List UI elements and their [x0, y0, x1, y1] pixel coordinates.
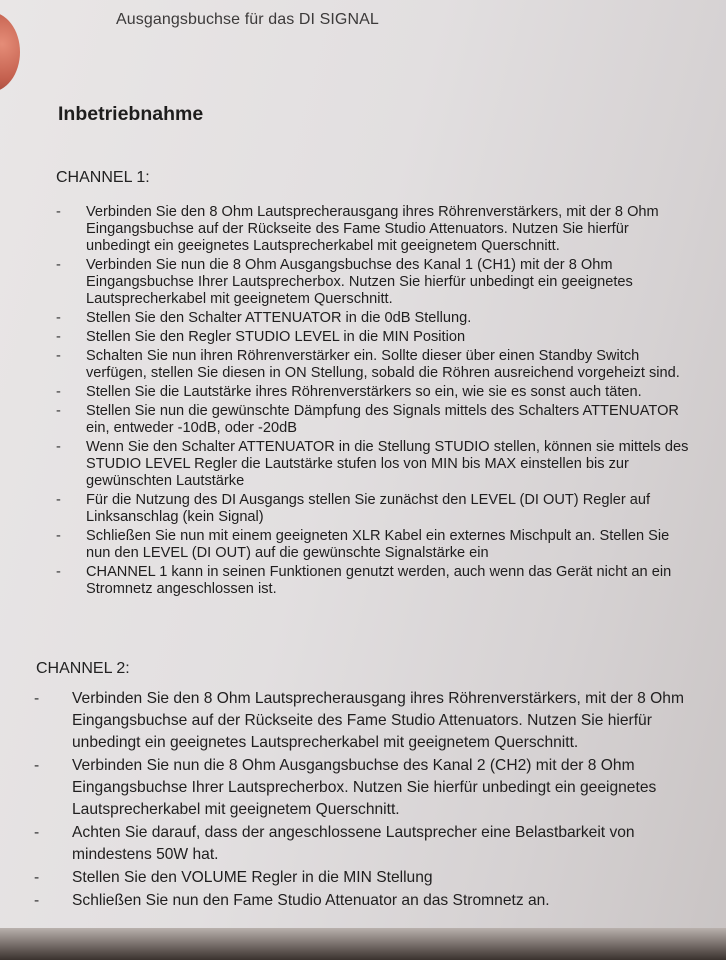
bullet-dash: -	[56, 348, 61, 364]
bullet-dash: -	[56, 204, 61, 220]
list-item: - CHANNEL 1 kann in seinen Funktionen genutzt werden, auch wenn das Gerät nicht an ein Stromnetz angeschlossen ist.	[56, 564, 672, 597]
list-item: - Achten Sie darauf, dass der angeschlossene Lautsprecher eine Belastbarkeit von mindestens 50W hat.	[34, 824, 635, 863]
bullet-dash: -	[34, 869, 40, 886]
list-item: - Stellen Sie nun die gewünschte Dämpfung des Signals mittels des Schalters ATTENUATOR ein, entweder -10dB, oder -20dB	[56, 403, 679, 436]
bullet-dash: -	[56, 492, 61, 508]
list-item: - Wenn Sie den Schalter ATTENUATOR in die Stellung STUDIO stellen, können sie mittels des STUDIO LEVEL Regler die Lautstärke stufen los von MIN bis MAX einstellen bis zur gewünschten Lautstärke	[56, 439, 689, 489]
channel2-heading: CHANNEL 2:	[36, 660, 130, 677]
list-item: - Schließen Sie nun mit einem geeigneten XLR Kabel ein externes Mischpult an. Stellen Sie nun den LEVEL (DI OUT) auf die gewünschte Signalstärke ein	[56, 528, 670, 561]
page-edge-shadow	[0, 928, 726, 960]
bullet-dash: -	[56, 528, 61, 544]
list-item: - Stellen Sie den Regler STUDIO LEVEL in die MIN Position	[56, 329, 466, 345]
section-title: Inbetriebnahme	[58, 103, 204, 125]
bullet-dash: -	[34, 824, 40, 841]
list-item: - Stellen Sie den Schalter ATTENUATOR in die 0dB Stellung.	[56, 310, 472, 326]
list-item: - Schließen Sie nun den Fame Studio Attenuator an das Stromnetz an.	[72, 890, 698, 912]
list-item: - Schalten Sie nun ihren Röhrenverstärker ein. Sollte dieser über einen Standby Switch verfügen, stellen Sie diesen in ON Stellung, sobald die Röhren ausreichend vorgeheizt sind.	[56, 348, 680, 381]
bullet-dash: -	[34, 690, 40, 707]
bullet-dash: -	[56, 329, 61, 345]
bullet-dash: -	[56, 384, 61, 400]
list-item: - Stellen Sie den VOLUME Regler in die MIN Stellung	[72, 867, 698, 889]
list-item: - Für die Nutzung des DI Ausgangs stellen Sie zunächst den LEVEL (DI OUT) Regler auf Linksanschlag (kein Signal)	[56, 492, 651, 525]
thumb-finger	[0, 12, 20, 92]
bullet-dash: -	[56, 439, 61, 455]
bullet-dash: -	[56, 310, 61, 326]
list-item: - Verbinden Sie nun die 8 Ohm Ausgangsbuchse des Kanal 2 (CH2) mit der 8 Ohm Eingangsbuchse Ihrer Lautsprecherbox. Nutzen Sie hierfür unbedingt ein geeignetes Lautsprecherkabel mit geeignetem Querschnitt.	[34, 757, 657, 818]
list-item: - Verbinden Sie den 8 Ohm Lautsprecherausgang ihres Röhrenverstärkers, mit der 8 Ohm Eingangsbuchse auf der Rückseite des Fame Studio Attenuators. Nutzen Sie hierfür unbedingt ein geeignetes Lautsprecherkabel mit geeignetem Querschnitt.	[34, 690, 684, 751]
bullet-dash: -	[34, 892, 40, 909]
list-item: - Stellen Sie die Lautstärke ihres Röhrenverstärkers so ein, wie sie es sonst auch täten.	[56, 384, 642, 400]
bullet-dash: -	[56, 403, 61, 419]
bullet-dash: -	[56, 257, 61, 273]
list-item: - Verbinden Sie nun die 8 Ohm Ausgangsbuchse des Kanal 1 (CH1) mit der 8 Ohm Eingangsbuchse Ihrer Lautsprecherbox. Nutzen Sie hierfür unbedingt ein geeignetes Lautsprecherkabel mit geeignetem Querschnitt.	[56, 257, 633, 307]
channel1-heading: CHANNEL 1:	[56, 169, 150, 186]
channel2-list	[34, 688, 698, 913]
bullet-dash: -	[34, 757, 40, 774]
channel1-list	[56, 204, 696, 600]
list-item: - Verbinden Sie den 8 Ohm Lautsprecherausgang ihres Röhrenverstärkers, mit der 8 Ohm Eingangsbuchse auf der Rückseite des Fame Studio Attenuators. Nutzen Sie hierfür unbedingt ein geeignetes Lautsprecherkabel mit geeignetem Querschnitt.	[56, 204, 659, 254]
header-line: Ausgangsbuchse für das DI SIGNAL	[116, 11, 379, 28]
bullet-dash: -	[56, 564, 61, 580]
